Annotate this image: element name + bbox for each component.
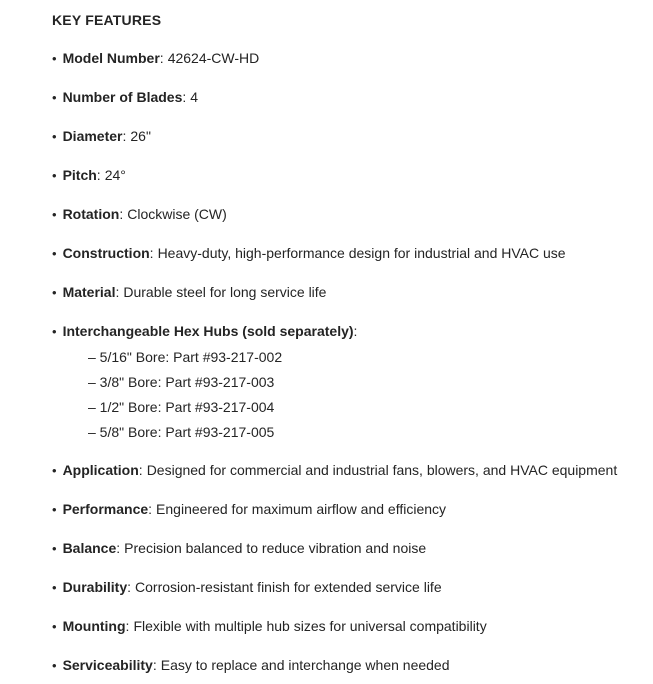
feature-value: 24° (104, 167, 126, 183)
bullet-icon: • (52, 619, 57, 634)
feature-separator: : (122, 128, 127, 144)
feature-value: 26" (130, 128, 151, 144)
feature-separator: : (119, 206, 124, 222)
feature-label: Material (62, 284, 116, 300)
feature-separator: : (115, 284, 120, 300)
feature-label: Application (62, 462, 139, 478)
bullet-icon: • (52, 207, 57, 222)
feature-item-model-number (52, 48, 629, 69)
bullet-icon: • (52, 502, 57, 517)
feature-value: Engineered for maximum airflow and efficiency (156, 501, 447, 517)
feature-value: Designed for commercial and industrial fans, blowers, and HVAC equipment (146, 462, 618, 478)
feature-separator: : (149, 245, 154, 261)
feature-label: Interchangeable Hex Hubs (sold separately) (62, 323, 354, 339)
feature-item-number-of-blades (52, 87, 629, 108)
feature-separator: : (125, 618, 130, 634)
feature-value: 42624-CW-HD (167, 50, 260, 66)
bullet-icon: • (52, 658, 57, 673)
feature-label: Serviceability (62, 657, 153, 673)
bullet-icon: • (52, 580, 57, 595)
feature-value: Easy to replace and interchange when needed (160, 657, 450, 673)
feature-separator: : (148, 501, 153, 517)
feature-separator: : (152, 657, 157, 673)
feature-item-balance (52, 538, 629, 559)
bullet-icon: • (52, 51, 57, 66)
feature-item-durability (52, 577, 629, 598)
feature-label: Pitch (62, 167, 97, 183)
bullet-icon: • (52, 246, 57, 261)
feature-separator: : (116, 540, 121, 556)
bullet-icon: • (52, 129, 57, 144)
feature-value: Clockwise (CW) (127, 206, 227, 222)
feature-value: Corrosion-resistant finish for extended service life (135, 579, 442, 595)
feature-separator: : (353, 323, 358, 339)
feature-label: Construction (62, 245, 150, 261)
feature-label: Number of Blades (62, 89, 183, 105)
sub-item-bore-38: – 3/8" Bore: Part #93-217-003 (88, 374, 275, 390)
feature-separator: : (127, 579, 132, 595)
feature-label: Model Number (62, 50, 160, 66)
bullet-icon: • (52, 285, 57, 300)
sub-item-bore-516: – 5/16" Bore: Part #93-217-002 (88, 349, 283, 365)
bullet-icon: • (52, 90, 57, 105)
feature-item-hex-hubs (52, 321, 629, 442)
feature-value: Heavy-duty, high-performance design for industrial and HVAC use (157, 245, 566, 261)
feature-item-mounting (52, 616, 629, 637)
feature-separator: : (159, 50, 164, 66)
feature-item-diameter (52, 126, 629, 147)
sub-item-bore-58: – 5/8" Bore: Part #93-217-005 (88, 424, 275, 440)
feature-item-construction (52, 243, 629, 264)
feature-value: Flexible with multiple hub sizes for universal compatibility (133, 618, 487, 634)
feature-separator: : (138, 462, 143, 478)
feature-item-serviceability (52, 655, 629, 676)
feature-value: 4 (190, 89, 199, 105)
feature-label: Durability (62, 579, 128, 595)
feature-label: Mounting (62, 618, 126, 634)
feature-label: Rotation (62, 206, 120, 222)
sub-item-bore-12: – 1/2" Bore: Part #93-217-004 (88, 399, 275, 415)
feature-value: Precision balanced to reduce vibration and noise (124, 540, 427, 556)
page-title: KEY FEATURES (52, 12, 162, 28)
feature-item-application (52, 460, 629, 481)
feature-label: Performance (62, 501, 149, 517)
feature-separator: : (182, 89, 187, 105)
feature-value: Durable steel for long service life (123, 284, 327, 300)
feature-label: Balance (62, 540, 117, 556)
feature-item-pitch (52, 165, 629, 186)
bullet-icon: • (52, 541, 57, 556)
feature-item-material (52, 282, 629, 303)
feature-label: Diameter (62, 128, 123, 144)
bullet-icon: • (52, 324, 57, 339)
bullet-icon: • (52, 463, 57, 478)
feature-item-rotation (52, 204, 629, 225)
bullet-icon: • (52, 168, 57, 183)
feature-separator: : (96, 167, 101, 183)
feature-item-performance (52, 499, 629, 520)
